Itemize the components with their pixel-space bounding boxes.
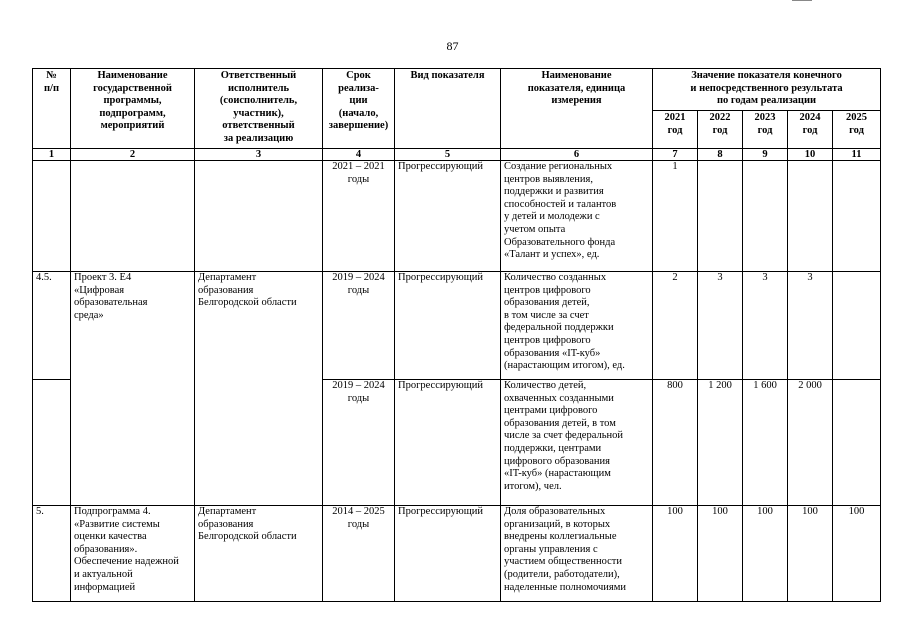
text-line: информацией xyxy=(74,581,136,593)
column-number: 2 xyxy=(71,149,195,161)
text-line: федеральной поддержки xyxy=(504,322,614,334)
text-line: образования xyxy=(198,518,254,530)
header-period xyxy=(323,69,395,149)
text-line: измерения xyxy=(551,95,602,107)
header-number xyxy=(33,69,71,149)
text-line: «IT-куб» (нарастающим xyxy=(504,468,611,480)
text-line: охваченных созданными xyxy=(504,392,614,404)
value-2024 xyxy=(788,161,833,272)
period xyxy=(323,506,395,602)
text-line: год xyxy=(667,124,683,136)
indicator-type: Прогрессирующий xyxy=(395,506,501,602)
period xyxy=(323,272,395,380)
text-line: участием общественности xyxy=(504,556,623,568)
column-number: 1 xyxy=(33,149,71,161)
column-number: 9 xyxy=(743,149,788,161)
value-2025 xyxy=(833,380,881,506)
text-line: 2022 xyxy=(709,112,731,123)
text-line: образования детей, в том xyxy=(504,417,616,429)
text-line: 2014 – 2025 xyxy=(332,506,385,517)
text-line: 2019 – 2024 xyxy=(332,380,385,391)
text-line: внедрены коллегиальные xyxy=(504,531,617,543)
text-line: годы xyxy=(347,518,370,530)
text-line: Подпрограмма 4. xyxy=(74,506,151,517)
column-number: 7 xyxy=(653,149,698,161)
period xyxy=(323,380,395,506)
value-2025 xyxy=(833,161,881,272)
indicator-name xyxy=(501,380,653,506)
text-line: за реализацию xyxy=(223,132,294,144)
text-line: годы xyxy=(347,173,370,185)
column-number: 11 xyxy=(833,149,881,161)
text-line: Белгородской области xyxy=(198,531,297,543)
column-number: 5 xyxy=(395,149,501,161)
text-line: центрами цифрового xyxy=(504,405,598,417)
text-line: поддержки, центрами xyxy=(504,442,602,454)
text-line: 2025 xyxy=(846,112,867,123)
value-2024: 3 xyxy=(788,272,833,380)
text-line: программы, xyxy=(103,95,162,107)
indicator-type: Прогрессирующий xyxy=(395,161,501,272)
text-line: числе за счет федеральной xyxy=(504,430,623,442)
text-line: образовательная xyxy=(74,297,148,309)
text-line: центров цифрового xyxy=(504,334,591,346)
program-name xyxy=(71,272,195,506)
header-year xyxy=(788,111,833,149)
executor xyxy=(195,506,323,602)
value-2021: 100 xyxy=(653,506,698,602)
text-line: органы управления с xyxy=(504,543,598,555)
header-year xyxy=(833,111,881,149)
value-2022: 3 xyxy=(698,272,743,380)
text-line: центров цифрового xyxy=(504,284,591,296)
value-2023: 3 xyxy=(743,272,788,380)
text-line: Доля образовательных xyxy=(504,506,606,517)
text-line: способностей и талантов xyxy=(504,198,617,210)
text-line: в том числе за счет xyxy=(504,309,589,321)
value-2023 xyxy=(743,161,788,272)
text-line: наделенные полномочиями xyxy=(504,581,627,593)
column-number: 8 xyxy=(698,149,743,161)
value-2024: 100 xyxy=(788,506,833,602)
text-line: Проект 3. Е4 xyxy=(74,272,132,283)
text-line: (родители, работодатели), xyxy=(504,568,620,580)
text-line: мероприятий xyxy=(100,120,165,132)
text-line: у детей и молодежи с xyxy=(504,211,600,223)
executor xyxy=(195,161,323,272)
text-line: (соисполнитель, xyxy=(219,95,298,107)
value-2022 xyxy=(698,161,743,272)
text-line: «Развитие системы xyxy=(74,518,160,530)
text-line: Образовательного фонда xyxy=(504,236,616,248)
text-line: итогом), чел. xyxy=(504,480,562,492)
text-line: ции xyxy=(349,95,368,107)
text-line: Наименование xyxy=(541,70,612,81)
text-line: Департамент xyxy=(198,272,257,283)
text-line: по годам реализации xyxy=(716,95,817,107)
text-line: среда» xyxy=(74,309,104,321)
table-row xyxy=(33,506,881,602)
text-line: организаций, в которых xyxy=(504,518,611,530)
indicator-name xyxy=(501,506,653,602)
row-number: 4.5. xyxy=(33,272,71,380)
text-line: 2021 – 2021 xyxy=(332,161,385,172)
text-line: год xyxy=(802,124,818,136)
indicator-name xyxy=(501,272,653,380)
text-line: Вид показателя xyxy=(410,70,485,81)
text-line: завершение) xyxy=(328,120,389,132)
text-line: оценки качества xyxy=(74,531,147,543)
row-number xyxy=(33,161,71,272)
text-line: год xyxy=(849,124,864,136)
value-2021: 1 xyxy=(653,161,698,272)
text-line: и актуальной xyxy=(74,568,133,580)
text-line: № xyxy=(46,70,57,81)
value-2022: 1 200 xyxy=(698,380,743,506)
executor xyxy=(195,272,323,506)
header-executor xyxy=(195,69,323,149)
column-number: 4 xyxy=(323,149,395,161)
indicator-type: Прогрессирующий xyxy=(395,272,501,380)
text-line: Департамент xyxy=(198,506,257,517)
row-number: 5. xyxy=(33,506,71,602)
period xyxy=(323,161,395,272)
column-number: 10 xyxy=(788,149,833,161)
page-edge-mark xyxy=(792,0,812,1)
text-line: реализа- xyxy=(338,82,379,94)
value-2021: 2 xyxy=(653,272,698,380)
table-row xyxy=(33,161,881,272)
text-line: и непосредственного результата xyxy=(690,82,843,94)
header-year xyxy=(653,111,698,149)
indicator-type: Прогрессирующий xyxy=(395,380,501,506)
header-year xyxy=(743,111,788,149)
text-line: годы xyxy=(347,392,370,404)
page-number: 87 xyxy=(446,39,459,53)
text-line: образования детей, xyxy=(504,297,590,309)
text-line: Ответственный xyxy=(220,70,297,81)
text-line: государственной xyxy=(93,82,172,94)
value-2023: 1 600 xyxy=(743,380,788,506)
row-number xyxy=(33,380,71,506)
value-2023: 100 xyxy=(743,506,788,602)
column-number: 6 xyxy=(501,149,653,161)
text-line: образования «IT-куб» xyxy=(504,347,601,359)
text-line: центров выявления, xyxy=(504,173,593,185)
text-line: Белгородской области xyxy=(198,297,297,309)
text-line: 2024 xyxy=(799,112,821,123)
text-line: образования». xyxy=(74,543,138,555)
text-line: (начало, xyxy=(338,107,379,119)
text-line: 2023 xyxy=(754,112,776,123)
text-line: Создание региональных xyxy=(504,161,613,172)
text-line: учетом опыта xyxy=(504,223,566,235)
text-line: «Цифровая xyxy=(74,284,125,296)
header-indicator-name xyxy=(501,69,653,149)
text-line: Количество созданных xyxy=(504,272,607,283)
text-line: Количество детей, xyxy=(504,380,587,391)
value-2025: 100 xyxy=(833,506,881,602)
header-values-group xyxy=(653,69,881,111)
text-line: год xyxy=(712,124,728,136)
table-row xyxy=(33,272,881,380)
value-2024: 2 000 xyxy=(788,380,833,506)
value-2025 xyxy=(833,272,881,380)
column-number: 3 xyxy=(195,149,323,161)
text-line: участник), xyxy=(233,107,284,119)
text-line: цифрового образования xyxy=(504,455,610,467)
text-line: показателя, единица xyxy=(527,82,626,94)
text-line: Наименование xyxy=(97,70,168,81)
text-line: (нарастающим итогом), ед. xyxy=(504,360,625,372)
indicator-name xyxy=(501,161,653,272)
text-line: п/п xyxy=(43,82,60,94)
value-2021: 800 xyxy=(653,380,698,506)
text-line: годы xyxy=(347,284,370,296)
text-line: Значение показателя конечного xyxy=(691,70,842,81)
text-line: поддержки и развития xyxy=(504,186,604,198)
text-line: образования xyxy=(198,284,254,296)
value-2022: 100 xyxy=(698,506,743,602)
header-program-name xyxy=(71,69,195,149)
text-line: год xyxy=(757,124,773,136)
text-line: ответственный xyxy=(222,120,295,132)
text-line: Обеспечение надежной xyxy=(74,556,179,568)
results-table xyxy=(32,68,881,602)
text-line: 2021 xyxy=(664,112,686,123)
column-numbers-row xyxy=(33,149,881,161)
text-line: исполнитель xyxy=(227,82,290,94)
program-name xyxy=(71,506,195,602)
program-name xyxy=(71,161,195,272)
header-year xyxy=(698,111,743,149)
text-line: Срок xyxy=(346,70,371,81)
text-line: 2019 – 2024 xyxy=(332,272,385,283)
text-line: подпрограмм, xyxy=(99,107,166,119)
header-indicator-type xyxy=(395,69,501,149)
text-line: «Талант и успех», ед. xyxy=(504,249,600,261)
